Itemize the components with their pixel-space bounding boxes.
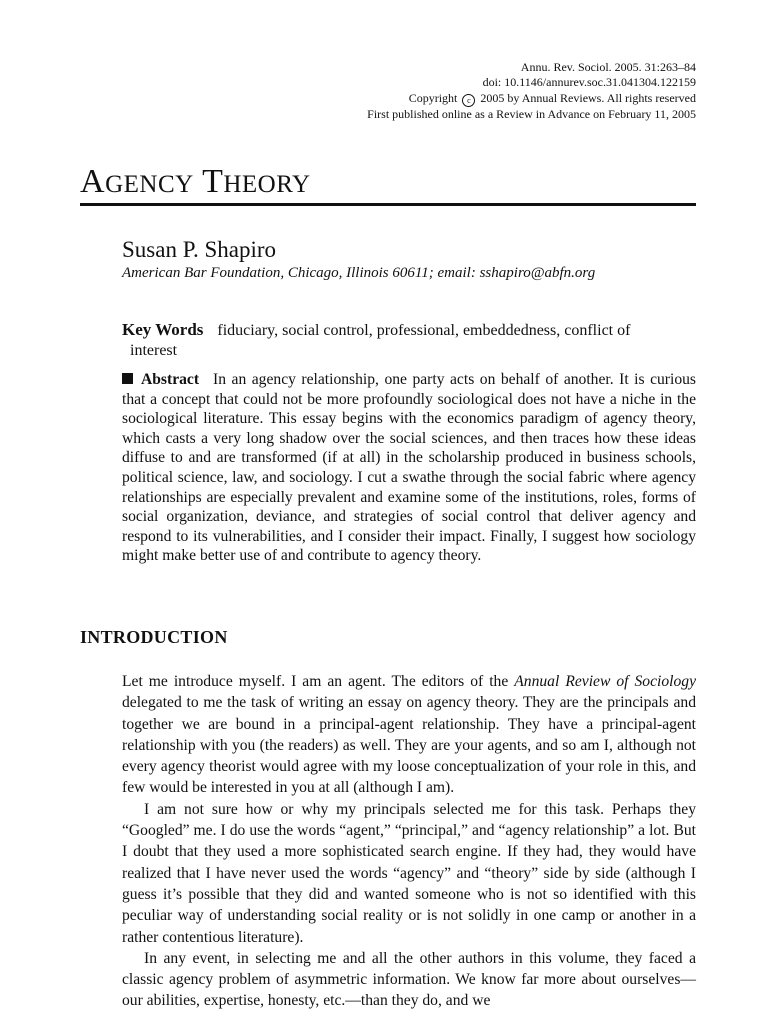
abstract-label: Abstract xyxy=(141,371,200,388)
square-bullet-icon xyxy=(122,373,133,384)
article-title: AGENCY THEORY xyxy=(80,163,311,200)
section-heading-introduction: INTRODUCTION xyxy=(80,627,228,647)
paragraph: In any event, in selecting me and all the other authors in this volume, they faced a classic agency problem of asymmetric information. We know far more about ourselves—our abilities, expertise, honesty, etc.—than they do, and we xyxy=(122,949,696,1010)
keywords-block xyxy=(122,320,696,361)
copyright-icon: c xyxy=(462,94,475,107)
keywords-text-continued: interest xyxy=(130,342,178,359)
abstract-text: In an agency relationship, one party acts on behalf of another. It is curious that a concept that could not be more profoundly sociological does not have a niche in the sociological literature. This essay begins with the economics paradigm of agency theory, which casts a very long shadow over the social sciences, and then traces how these ideas diffuse to and are transformed (if at all) in the scholarship produced in business schools, political science, law, and sociology. I cut a swathe through the social fabric where agency relationships are especially prevalent and examine some of the institutions, roles, forms of social organization, deviance, and strategies of social control that deliver agency and respond to its vulnerabilities, and I consider their impact. Finally, I suggest how sociology might make better use of and contribute to agency theory. xyxy=(122,371,696,565)
author-affiliation: American Bar Foundation, Chicago, Illinois 60611; email: sshapiro@abfn.org xyxy=(122,265,596,281)
author-name: Susan P. Shapiro xyxy=(122,237,276,262)
paragraph: I am not sure how or why my principals selected me for this task. Perhaps they “Googled” me. I do use the words “agent,” “principal,” and “agency relationship” a lot. But I doubt that they used a more sophisticated search engine. If they had, they would have realized that I have never used the words “agency” and “theory” side by side (although I guess it’s possible that they did and wanted someone who is not so identified with this peculiar way of understanding social reality or is not solidly in one camp or another in a rather contentious literature). xyxy=(122,800,696,946)
abstract-block xyxy=(122,370,696,566)
keywords-text: fiduciary, social control, professional, embeddedness, conflict of xyxy=(217,322,631,339)
citation-journal: Annu. Rev. Sociol. 2005. 31:263–84 xyxy=(520,60,696,74)
paragraph: Let me introduce myself. I am an agent. The editors of the Annual Review of Sociology delegated to me the task of writing an essay on agency theory. They are the principals and together we are bound in a principal-agent relationship. They have a principal-agent relationship with you (the readers) as well. They are your agents, and so am I, although not every agency theorist would agree with my loose conceptualization of your role in this, and few would be interested in you at all (although I am). xyxy=(122,673,696,797)
title-rule xyxy=(80,203,696,206)
citation-copyright: Copyright c 2005 by Annual Reviews. All rights reserved xyxy=(408,90,696,105)
citation-published: First published online as a Review in Advance on February 11, 2005 xyxy=(367,106,696,121)
introduction-body xyxy=(122,671,696,1012)
keywords-label: Key Words xyxy=(122,320,204,339)
citation-doi: doi: 10.1146/annurev.soc.31.041304.122159 xyxy=(482,75,696,90)
citation-block xyxy=(296,60,696,122)
journal-name: Annual Review of Sociology xyxy=(514,673,696,690)
